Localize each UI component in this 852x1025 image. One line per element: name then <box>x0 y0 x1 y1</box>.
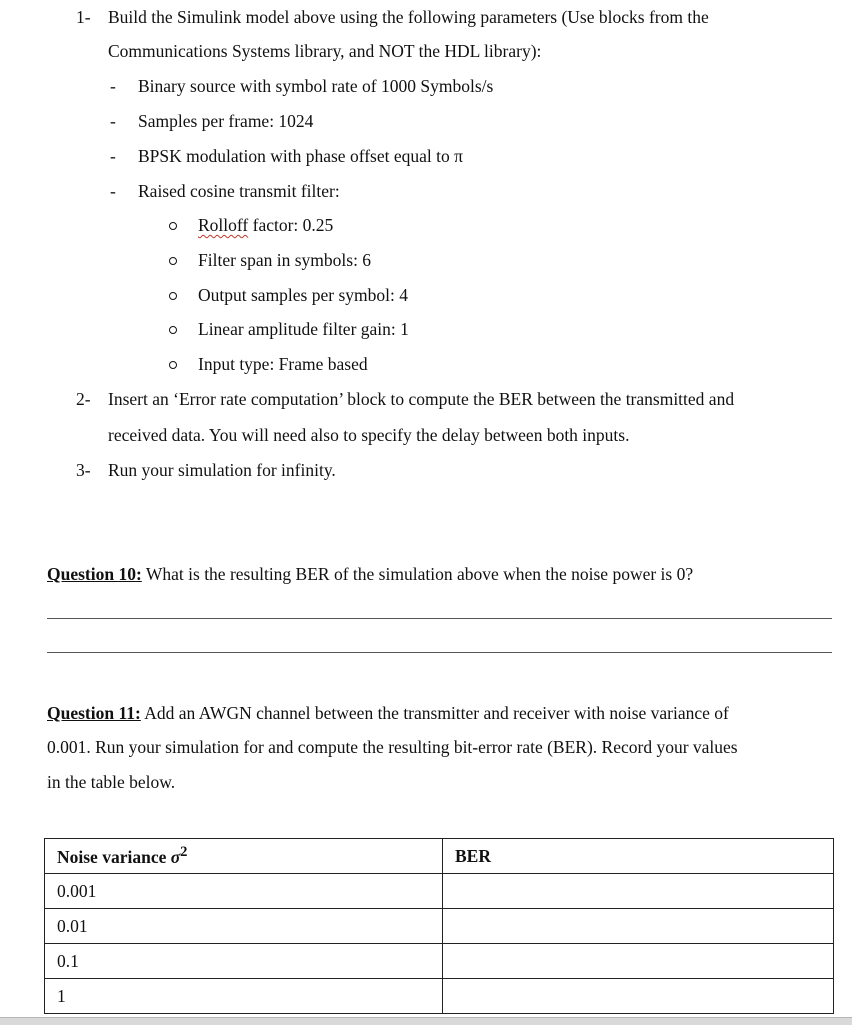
ber-cell[interactable] <box>443 874 834 909</box>
question-11-label: Question 11: <box>47 703 141 723</box>
sub-bullet-filter-gain: Linear amplitude filter gain: 1 <box>198 319 409 339</box>
step-1-line-2: Communications Systems library, and NOT the HDL library): <box>108 41 542 61</box>
step-1-number: 1- <box>76 7 91 27</box>
sub-bullet-input-type: Input type: Frame based <box>198 354 368 374</box>
step-3-number: 3- <box>76 460 91 480</box>
dash-bullet: - <box>110 181 116 201</box>
header-noise-variance-text: Noise variance <box>57 846 171 867</box>
sigma-symbol: σ <box>170 846 181 867</box>
variance-cell: 1 <box>45 979 443 1014</box>
step-2-line-1: Insert an ‘Error rate computation’ block to compute the BER between the transmitted and <box>108 389 735 409</box>
question-10-text: What is the resulting BER of the simulation above when the noise power is 0? <box>141 564 694 584</box>
bullet-raised-cosine: Raised cosine transmit filter: <box>138 181 340 201</box>
table-row <box>45 979 834 1014</box>
rolloff-text: factor: 0.25 <box>248 215 334 235</box>
ber-cell[interactable] <box>443 944 834 979</box>
circle-bullet-icon <box>169 361 177 369</box>
answer-line-1[interactable] <box>47 618 832 619</box>
variance-cell: 0.01 <box>45 909 443 944</box>
step-1-line-1: Build the Simulink model above using the following parameters (Use blocks from the <box>108 7 709 27</box>
step-2-line-2: received data. You will need also to specify the delay between both inputs. <box>108 425 630 445</box>
ber-cell[interactable] <box>443 979 834 1014</box>
circle-bullet-icon <box>169 222 177 230</box>
question-11-text: Add an AWGN channel between the transmitter and receiver with noise variance of <box>140 703 729 723</box>
ber-table <box>44 838 834 1014</box>
circle-bullet-icon <box>169 292 177 300</box>
question-10-label: Question 10: <box>47 564 142 584</box>
question-10 <box>47 563 693 585</box>
spellcheck-word[interactable]: Rolloff <box>198 215 249 235</box>
sub-bullet-rolloff <box>198 214 333 236</box>
bullet-samples-per-frame: Samples per frame: 1024 <box>138 111 314 131</box>
table-row <box>45 874 834 909</box>
dash-bullet: - <box>110 146 116 166</box>
sub-bullet-filter-span: Filter span in symbols: 6 <box>198 250 372 270</box>
circle-bullet-icon <box>169 326 177 334</box>
bullet-bpsk-modulation: BPSK modulation with phase offset equal to π <box>138 146 463 166</box>
table-header-row <box>45 839 834 874</box>
step-2-number: 2- <box>76 389 91 409</box>
dash-bullet: - <box>110 111 116 131</box>
variance-cell: 0.1 <box>45 944 443 979</box>
question-11-line-1 <box>47 702 729 724</box>
step-3-line-1: Run your simulation for infinity. <box>108 460 336 480</box>
header-noise-variance <box>45 839 443 874</box>
question-11-line-3: in the table below. <box>47 772 176 792</box>
dash-bullet: - <box>110 76 116 96</box>
table-row <box>45 944 834 979</box>
answer-line-2[interactable] <box>47 652 832 653</box>
bullet-binary-source: Binary source with symbol rate of 1000 Symbols/s <box>138 76 494 96</box>
variance-cell: 0.001 <box>45 874 443 909</box>
question-11-line-2: 0.001. Run your simulation for and compute the resulting bit-error rate (BER). Record your values <box>47 737 738 757</box>
sub-bullet-output-samples: Output samples per symbol: 4 <box>198 285 408 305</box>
circle-bullet-icon <box>169 257 177 265</box>
ber-cell[interactable] <box>443 909 834 944</box>
header-ber: BER <box>443 839 834 874</box>
table-row <box>45 909 834 944</box>
sigma-exponent: 2 <box>180 844 188 861</box>
